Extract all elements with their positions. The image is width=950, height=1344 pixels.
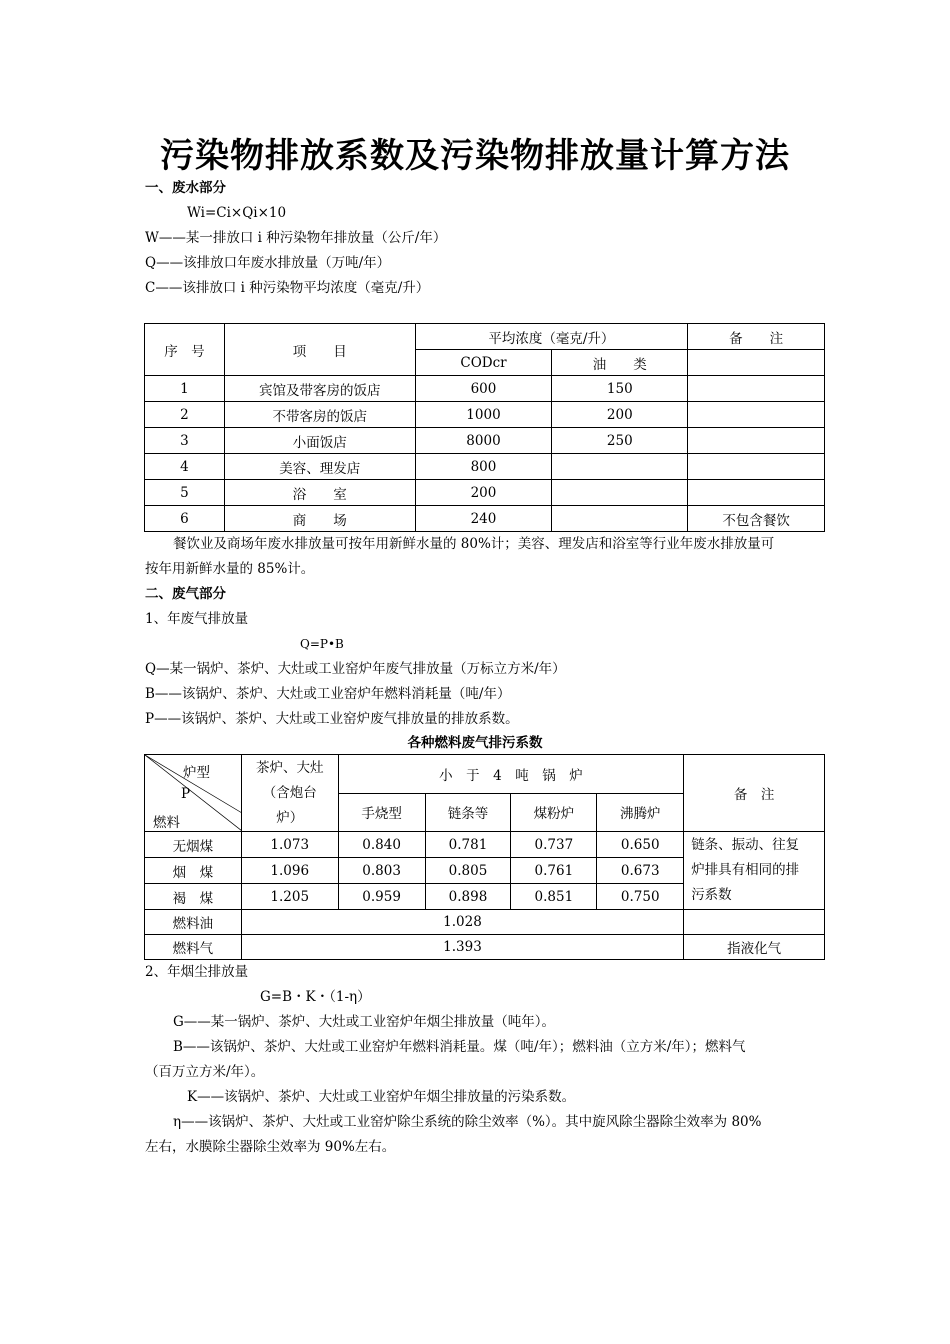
cell-item: 商 场 <box>224 506 415 532</box>
wastewater-table <box>144 323 825 532</box>
exhaust-heading: 二、废气部分 <box>145 586 226 602</box>
table-row <box>145 454 825 480</box>
cell-fuel-gas-value: 1.393 <box>241 935 683 960</box>
cell-boil: 0.750 <box>597 884 684 910</box>
cell-hand: 0.959 <box>338 884 425 910</box>
cell-tea: 1.096 <box>241 858 338 884</box>
cell-powder: 0.737 <box>511 832 597 858</box>
header-tea-line1: 茶炉、大灶 <box>256 759 324 776</box>
cell-chain: 0.781 <box>425 832 511 858</box>
header-small-boiler: 小 于 4 吨 锅 炉 <box>338 755 684 794</box>
cell-item: 小面饭店 <box>224 428 415 454</box>
cell-powder: 0.851 <box>511 884 597 910</box>
cell-item: 美容、理发店 <box>224 454 415 480</box>
header-note: 备 注 <box>684 755 825 832</box>
cell-cod: 240 <box>415 506 552 532</box>
cell-chain: 0.898 <box>425 884 511 910</box>
header-p: P <box>181 786 191 802</box>
cell-hand: 0.803 <box>338 858 425 884</box>
cell-tea: 1.205 <box>241 884 338 910</box>
def-eta-line2: 左右，水膜除尘器除尘效率为 90%左右。 <box>145 1139 396 1155</box>
header-hand-fired: 手烧型 <box>338 793 425 832</box>
cell-fuel-oil-note <box>684 910 825 935</box>
cell-note: 不包含餐饮 <box>688 506 825 532</box>
header-concentration: 平均浓度（毫克/升） <box>415 324 688 350</box>
table-row <box>145 428 825 454</box>
cell-cod: 800 <box>415 454 552 480</box>
cell-note <box>688 480 825 506</box>
cell-no: 3 <box>145 428 225 454</box>
table-row <box>145 376 825 402</box>
cell-fuel-gas-note: 指液化气 <box>684 935 825 960</box>
cell-item: 宾馆及带客房的饭店 <box>224 376 415 402</box>
cell-chain: 0.805 <box>425 858 511 884</box>
header-tea-line2: （含炮台 <box>262 784 317 801</box>
cell-cod: 1000 <box>415 402 552 428</box>
table-row <box>145 402 825 428</box>
cell-no: 4 <box>145 454 225 480</box>
cell-fuel: 无烟煤 <box>145 832 242 858</box>
def-eta-line1: η——该锅炉、茶炉、大灶或工业窑炉除尘系统的除尘效率（%）。其中旋风除尘器除尘效率为 80% <box>173 1114 762 1130</box>
cell-fuel-oil-value: 1.028 <box>241 910 683 935</box>
table-row <box>145 832 825 858</box>
def-k: K——该锅炉、茶炉、大灶或工业窑炉年烟尘排放量的污染系数。 <box>187 1089 576 1105</box>
page-title: 污染物排放系数及污染物排放量计算方法 <box>160 136 790 176</box>
cell-no: 1 <box>145 376 225 402</box>
def-b-exhaust: B——该锅炉、茶炉、大灶或工业窑炉年燃料消耗量（吨/年） <box>145 686 511 702</box>
exhaust-table-title: 各种燃料废气排污系数 <box>407 735 543 751</box>
cell-tea: 1.073 <box>241 832 338 858</box>
exhaust-table <box>144 754 825 960</box>
def-g: G——某一锅炉、茶炉、大灶或工业窑炉年烟尘排放量（吨年）。 <box>173 1014 556 1030</box>
table-row <box>145 480 825 506</box>
def-b2-line2: （百万立方米/年）。 <box>145 1064 265 1080</box>
header-no: 序 号 <box>145 324 225 376</box>
header-tea-furnace <box>241 755 338 832</box>
header-note: 备 注 <box>688 324 825 350</box>
wastewater-formula: Wi=Ci×Qi×10 <box>187 205 287 221</box>
cell-boil: 0.650 <box>597 832 684 858</box>
cell-boil: 0.673 <box>597 858 684 884</box>
table-row <box>145 910 825 935</box>
cell-item: 不带客房的饭店 <box>224 402 415 428</box>
header-chain-grate: 链条等 <box>425 793 511 832</box>
def-q: Q——该排放口年废水排放量（万吨/年） <box>145 255 391 271</box>
def-c: C——该排放口 i 种污染物平均浓度（毫克/升） <box>145 280 430 296</box>
cell-note <box>688 402 825 428</box>
cell-oil <box>552 454 688 480</box>
def-p-exhaust: P——该锅炉、茶炉、大灶或工业窑炉废气排放量的排放系数。 <box>145 711 519 727</box>
cell-no: 6 <box>145 506 225 532</box>
header-codcr: CODcr <box>415 350 552 376</box>
cell-cod: 8000 <box>415 428 552 454</box>
exhaust-formula-2: G=B・K・（1-η） <box>260 989 371 1005</box>
wastewater-note-line2: 按年用新鲜水量的 85%计。 <box>145 561 315 577</box>
exhaust-subheading-1: 1、年废气排放量 <box>145 611 249 627</box>
cell-no: 5 <box>145 480 225 506</box>
diagonal-header-cell <box>145 755 242 832</box>
cell-cod: 600 <box>415 376 552 402</box>
def-q-exhaust: Q—某一锅炉、茶炉、大灶或工业窑炉年废气排放量（万标立方米/年） <box>145 661 566 677</box>
header-oil: 油 类 <box>552 350 688 376</box>
cell-fuel: 烟 煤 <box>145 858 242 884</box>
cell-oil: 250 <box>552 428 688 454</box>
header-fluidized: 沸腾炉 <box>597 793 684 832</box>
def-b2-line1: B——该锅炉、茶炉、大灶或工业窑炉年燃料消耗量。煤（吨/年）；燃料油（立方米/年）；燃料气 <box>173 1039 746 1055</box>
header-pulverized: 煤粉炉 <box>511 793 597 832</box>
header-item: 项 目 <box>224 324 415 376</box>
exhaust-formula-1: Q=P•B <box>300 637 344 651</box>
cell-powder: 0.761 <box>511 858 597 884</box>
coal-note-line1: 链条、振动、往复 <box>691 837 800 853</box>
cell-fuel: 褐 煤 <box>145 884 242 910</box>
header-tea-line3: 炉） <box>276 809 304 826</box>
wastewater-note-line1: 餐饮业及商场年废水排放量可按年用新鲜水量的 80%计；美容、理发店和浴室等行业年废水排放量可 <box>173 536 775 552</box>
cell-no: 2 <box>145 402 225 428</box>
wastewater-heading: 一、废水部分 <box>145 180 226 196</box>
def-w: W——某一排放口 i 种污染物年排放量（公斤/年） <box>145 230 447 246</box>
table-row <box>145 506 825 532</box>
cell-fuel-oil: 燃料油 <box>145 910 242 935</box>
cell-oil <box>552 506 688 532</box>
cell-note <box>688 428 825 454</box>
table-row <box>145 935 825 960</box>
header-note-blank <box>688 350 825 376</box>
coal-note-line3: 污系数 <box>691 887 732 903</box>
exhaust-subheading-2: 2、年烟尘排放量 <box>145 964 249 980</box>
cell-fuel-gas: 燃料气 <box>145 935 242 960</box>
header-fuel: 燃料 <box>153 815 180 831</box>
coal-note-cell <box>684 832 825 910</box>
cell-oil <box>552 480 688 506</box>
cell-note <box>688 454 825 480</box>
cell-oil: 200 <box>552 402 688 428</box>
cell-oil: 150 <box>552 376 688 402</box>
cell-hand: 0.840 <box>338 832 425 858</box>
cell-item: 浴 室 <box>224 480 415 506</box>
cell-cod: 200 <box>415 480 552 506</box>
header-furnace-type: 炉型 <box>183 765 210 781</box>
coal-note-line2: 炉排具有相同的排 <box>691 862 800 878</box>
cell-note <box>688 376 825 402</box>
